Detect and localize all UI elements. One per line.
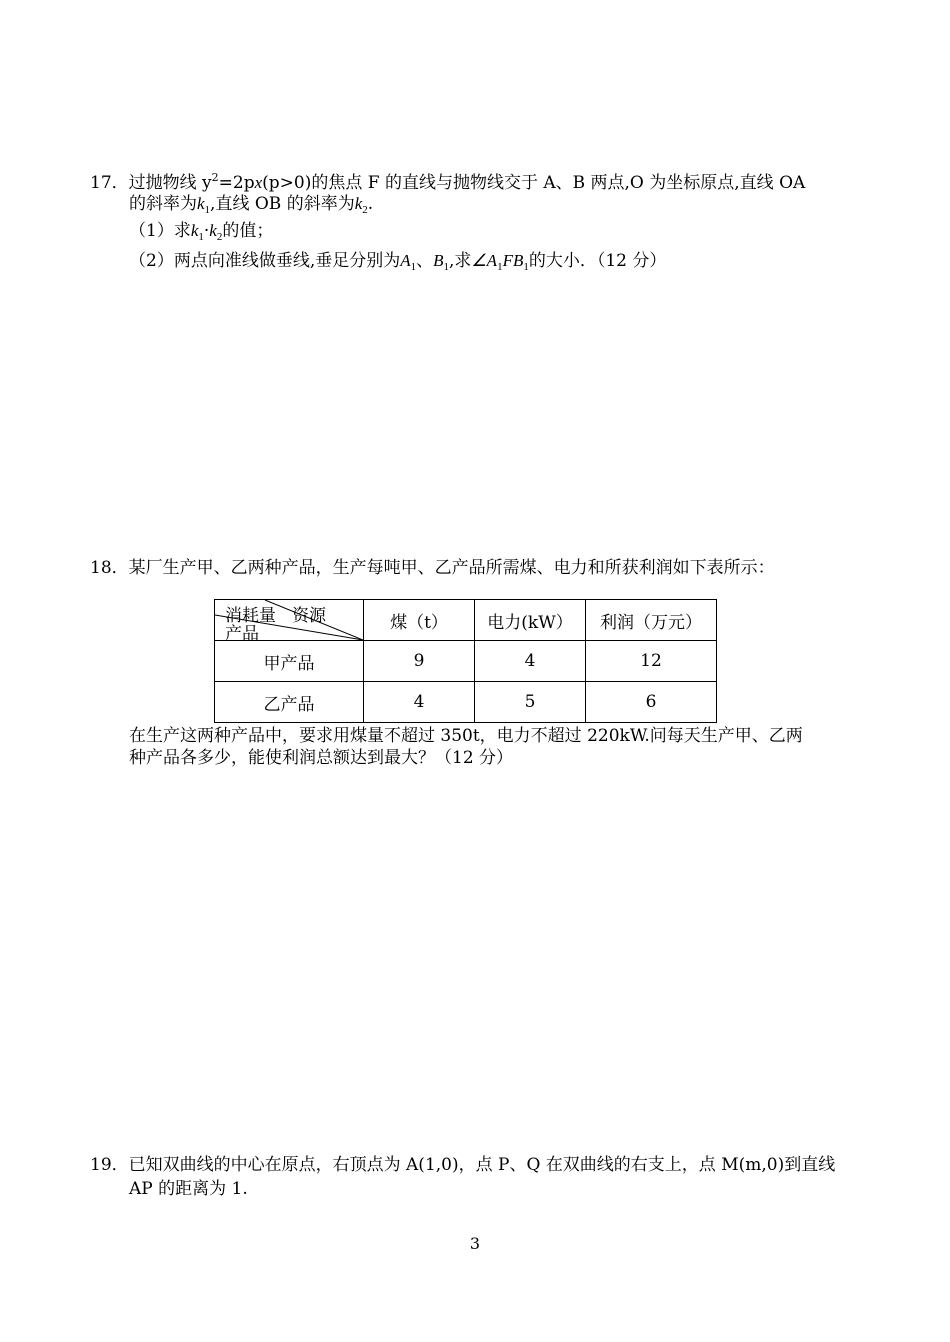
table-header-row [215, 600, 717, 641]
resource-table [214, 599, 717, 723]
table-cell: 4 [364, 682, 475, 723]
header-profit: 利润（万元） [586, 600, 717, 641]
diag-product-label: 产品 [225, 624, 259, 644]
q17-part2: （2）两点向准线做垂线,垂足分别为$A_1$、$B_1$,求$\angle A_1FB_1$的大小．（12 分） [129, 251, 667, 273]
header-coal: 煤（t） [364, 600, 475, 641]
table-cell: 6 [586, 682, 717, 723]
diag-resource-label: 资源 [292, 606, 326, 626]
table-cell: 5 [475, 682, 586, 723]
header-power: 电力(kW） [475, 600, 586, 641]
row-name: 甲产品 [215, 641, 364, 682]
q18-text-line1: 在生产这两种产品中，要求用煤量不超过 350t，电力不超过 220kW.问每天生产甲、乙两 [129, 726, 803, 746]
table-row [215, 682, 717, 723]
q19-line2: AP 的距离为 1. [129, 1179, 248, 1199]
table-cell: 9 [364, 641, 475, 682]
diagonal-header-cell [215, 600, 364, 644]
table-cell: 4 [475, 641, 586, 682]
table-cell: 12 [586, 641, 717, 682]
page-number: 3 [469, 1234, 481, 1253]
q17-line2: 的斜率为$k_1$,直线 OB 的斜率为$k_2$. [129, 194, 374, 216]
q19-line1: 19．已知双曲线的中心在原点，右顶点为 A(1,0)，点 P、Q 在双曲线的右支上，点 M(m,0)到直线 [90, 1155, 836, 1175]
q18-text-line2: 种产品各多少，能使利润总额达到最大？（12 分） [129, 748, 514, 768]
q18-intro: 18．某厂生产甲、乙两种产品，生产每吨甲、乙产品所需煤、电力和所获利润如下表所示： [90, 558, 775, 578]
row-name: 乙产品 [215, 682, 364, 723]
diag-consume-label: 消耗量 [225, 606, 276, 626]
q17-line1: 17．过抛物线 $y^2=2px(p>0)$的焦点 F 的直线与抛物线交于 A、B 两点,O 为坐标原点,直线 OA [90, 171, 806, 193]
q17-part1: （1）求$k_1\cdot k_2$的值； [129, 221, 274, 243]
table-row [215, 641, 717, 682]
